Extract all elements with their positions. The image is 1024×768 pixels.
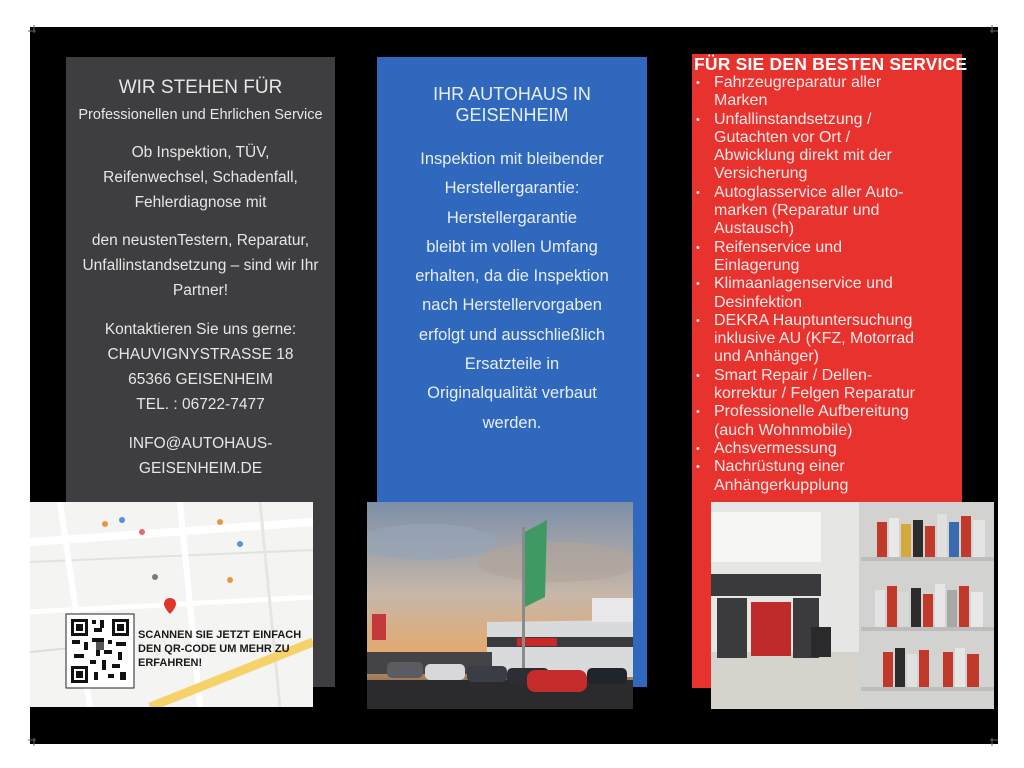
contact-phone[interactable]: TEL. : 06722-7477 bbox=[136, 396, 265, 413]
dealership-photo bbox=[367, 502, 633, 709]
dealership-title: IHR AUTOHAUS IN GEISENHEIM bbox=[433, 84, 591, 125]
crop-mark-bottom-left bbox=[28, 736, 38, 746]
contact-city: 65366 GEISENHEIM bbox=[128, 371, 273, 388]
about-paragraph-partner: den neustenTestern, Reparatur, Unfallinstandsetzung – sind wir Ihr Partner! bbox=[82, 232, 319, 299]
service-item: • Smart Repair / Dellen- korrektur / Felgen Reparatur bbox=[692, 367, 958, 404]
service-item: • Achsvermessung bbox=[692, 440, 958, 458]
contact-email[interactable]: INFO@AUTOHAUS- GEISENHEIM.DE bbox=[128, 435, 273, 477]
services-list bbox=[692, 74, 958, 495]
contact-street: CHAUVIGNYSTRASSE 18 bbox=[107, 346, 294, 363]
workshop-photo-graphic bbox=[711, 502, 994, 709]
workshop-photo bbox=[711, 502, 994, 709]
service-item: • Klimaanlagenservice und Desinfektion bbox=[692, 275, 958, 312]
service-item: • Nachrüstung einer Anhängerkupplung bbox=[692, 458, 958, 495]
service-item: • Fahrzeugreparatur aller Marken bbox=[692, 74, 958, 111]
about-subtitle: Professionellen und Ehrlichen Service bbox=[78, 107, 323, 123]
dealership-body: Inspektion mit bleibender Herstellergarantie: Herstellergarantie bleibt im vollen Umfang erhalten, da die Inspektion nach Herstellervorgaben erfolgt und ausschließlich Ersatzteile in Originalqualität verbaut werden. bbox=[415, 150, 609, 432]
services-title: FÜR SIE DEN BESTEN SERVICE bbox=[694, 54, 968, 74]
contact-intro: Kontaktieren Sie uns gerne: bbox=[104, 321, 297, 338]
service-item: • Unfallinstandsetzung / Gutachten vor Ort / Abwicklung direkt mit der Versicherung bbox=[692, 111, 958, 184]
crop-mark-bottom-right bbox=[988, 736, 998, 746]
service-item: • Reifenservice und Einlagerung bbox=[692, 239, 958, 276]
service-item: • DEKRA Hauptuntersuchung inklusive AU (KFZ, Motorrad und Anhänger) bbox=[692, 312, 958, 367]
contact-block bbox=[72, 317, 329, 417]
dealership-photo-graphic bbox=[367, 502, 633, 709]
location-map[interactable] bbox=[30, 502, 313, 707]
qr-instruction-text: SCANNEN SIE JETZT EINFACH DEN QR-CODE UM MEHR ZU ERFAHREN! bbox=[138, 629, 302, 669]
about-paragraph-services: Ob Inspektion, TÜV, Reifenwechsel, Schadenfall, Fehlerdiagnose mit bbox=[103, 144, 298, 211]
about-title: WIR STEHEN FÜR bbox=[118, 77, 283, 98]
service-item: • Autoglasservice aller Auto- marken (Reparatur und Austausch) bbox=[692, 184, 958, 239]
service-item: • Professionelle Aufbereitung (auch Wohnmobile) bbox=[692, 403, 958, 440]
qr-code-icon[interactable] bbox=[68, 616, 132, 686]
crop-mark-top-left bbox=[28, 25, 38, 35]
crop-mark-top-right bbox=[988, 25, 998, 35]
